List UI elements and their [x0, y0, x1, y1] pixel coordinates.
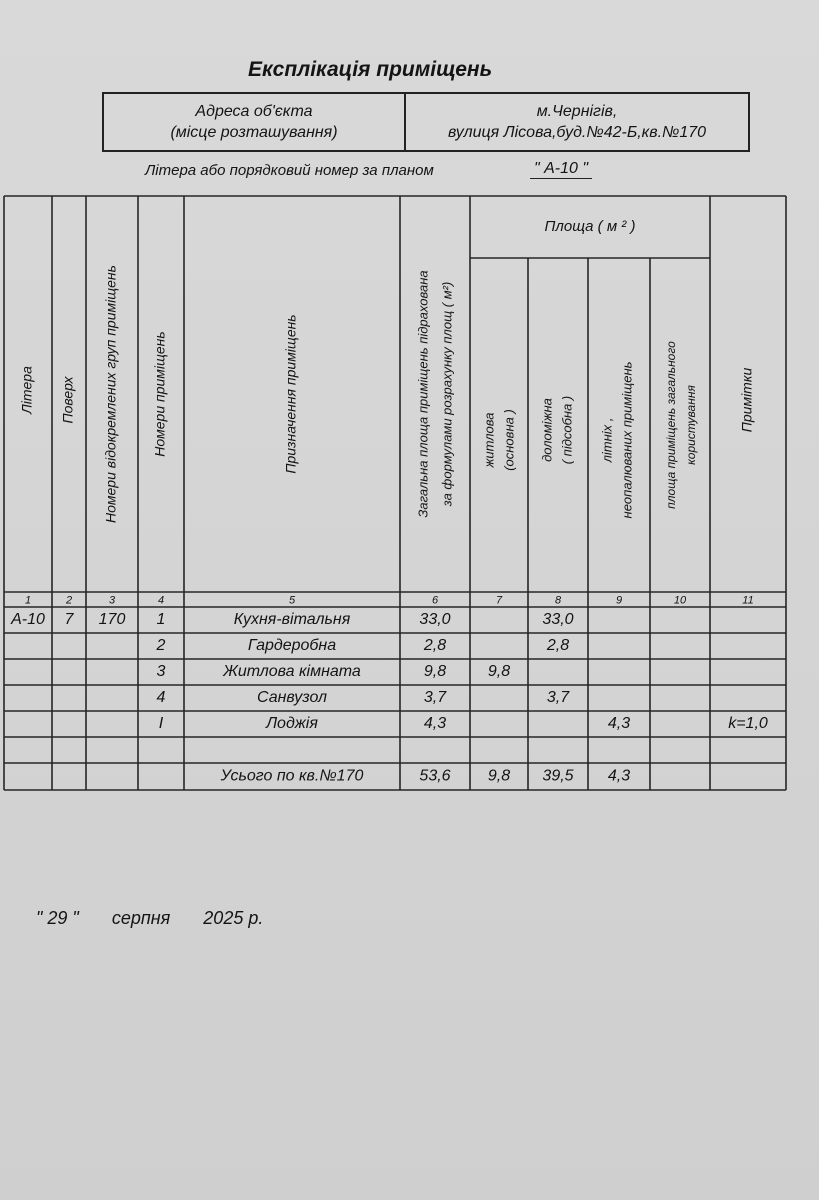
cell-notes: k=1,0 — [728, 715, 768, 733]
cell-room: 4 — [156, 689, 166, 707]
header-room-numbers: Номери приміщень — [151, 331, 168, 457]
header-total-line1: Загальна площа приміщень підрахована — [415, 270, 431, 518]
date-year: 2025 р. — [203, 908, 264, 928]
column-number: 1 — [24, 594, 32, 607]
column-number: 11 — [742, 594, 754, 607]
cell-total: 33,0 — [419, 611, 451, 629]
header-aux-line1: доломіжна — [539, 398, 555, 462]
address-label-line1: Адреса об'єкта — [195, 103, 313, 120]
header-area-group: Площа ( м ² ) — [544, 217, 636, 235]
column-number: 4 — [157, 594, 165, 607]
document-title: Експлікація приміщень — [248, 58, 493, 81]
cell-room: 3 — [156, 663, 166, 681]
cell-total: 9,8 — [423, 663, 447, 681]
header-group-numbers: Номери відокремлених груп приміщень — [102, 265, 119, 523]
column-number: 10 — [673, 594, 687, 607]
column-number: 8 — [554, 594, 562, 607]
cell-room: I — [158, 715, 164, 733]
header-aux-line2: ( підсобна ) — [559, 395, 575, 465]
cell-floor: 7 — [64, 611, 74, 629]
total-total: 53,6 — [419, 767, 451, 785]
column-number: 5 — [288, 594, 296, 607]
cell-aux: 33,0 — [542, 611, 574, 629]
cell-room: 2 — [156, 637, 166, 655]
date-day: " 29 " — [36, 908, 79, 928]
header-floor: Поверх — [59, 376, 76, 424]
column-number: 3 — [108, 594, 116, 607]
cell-purpose: Гардеробна — [247, 637, 337, 655]
cell-aux: 3,7 — [546, 689, 570, 707]
total-aux: 39,5 — [542, 767, 574, 785]
header-living-line2: (основна ) — [501, 409, 517, 471]
cell-purpose: Лоджія — [266, 715, 318, 733]
column-number: 6 — [431, 594, 439, 607]
header-common-line2: користування — [684, 385, 699, 465]
column-number: 7 — [495, 594, 503, 607]
total-summer: 4,3 — [607, 767, 631, 785]
header-notes: Примітки — [738, 367, 755, 433]
address-value-line2: вулиця Лісова,буд.№42-Б,кв.№170 — [447, 124, 707, 141]
cell-aux: 2,8 — [546, 637, 570, 655]
header-liter: Літера — [18, 366, 35, 414]
cell-liter: А-10 — [11, 611, 45, 629]
cell-total: 2,8 — [423, 637, 447, 655]
header-common-line1: площа приміщень загального — [664, 341, 679, 509]
date-line — [36, 908, 291, 929]
address-label-line2: (місце розташування) — [170, 124, 338, 141]
column-number: 2 — [65, 594, 73, 607]
address-value-line1: м.Чернігів, — [536, 103, 618, 120]
header-living-line1: житлова — [481, 412, 497, 468]
cell-purpose: Житлова кімната — [223, 663, 361, 681]
header-summer-line2: неопалюваних приміщень — [619, 361, 635, 519]
cell-living: 9,8 — [487, 663, 511, 681]
column-number: 9 — [615, 594, 623, 607]
cell-purpose: Санвузол — [256, 689, 328, 707]
total-row-label: Усього по кв.№170 — [220, 767, 364, 785]
date-month: серпня — [111, 908, 171, 928]
cell-summer: 4,3 — [607, 715, 631, 733]
cell-total: 3,7 — [423, 689, 447, 707]
header-summer-line1: літніх , — [599, 417, 615, 463]
total-living: 9,8 — [487, 767, 511, 785]
cell-total: 4,3 — [423, 715, 447, 733]
liter-label: Літера або порядковий номер за планом — [145, 162, 434, 179]
liter-value: " А-10 " — [530, 160, 592, 179]
header-purpose: Призначення приміщень — [282, 314, 299, 474]
cell-group: 170 — [98, 611, 126, 629]
cell-purpose: Кухня-вітальня — [233, 611, 351, 629]
header-total-line2: за формулами розрахунку площ ( м²) — [439, 281, 455, 507]
cell-room: 1 — [156, 611, 166, 629]
